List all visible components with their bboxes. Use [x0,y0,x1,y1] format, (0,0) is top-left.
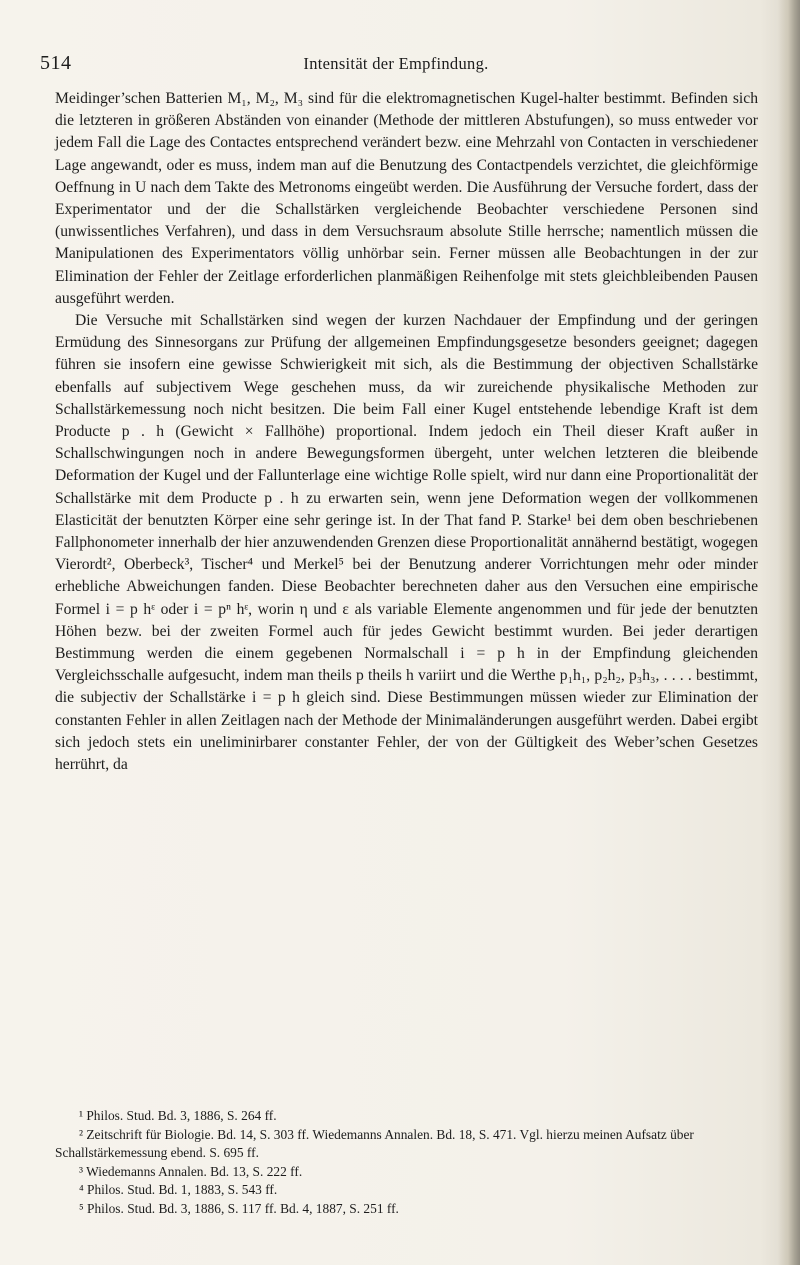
footnote-2: ² Zeitschrift für Biologie. Bd. 14, S. 303 ff. Wiedemanns Annalen. Bd. 18, S. 471. Vgl. hierzu meinen Aufsatz über Schallstärkemessung ebend. S. 695 ff. [55,1126,694,1161]
footnote-3: ³ Wiedemanns Annalen. Bd. 13, S. 222 ff. [79,1163,303,1179]
paragraph-2: Die Versuche mit Schallstärken sind wegen der kurzen Nachdauer der Empfindung und der geringen Ermüdung des Sinnesorgans zur Prüfung der allgemeinen Empfindungsgesetze besonders geeignet; dagegen führen sie insofern eine gewisse Schwierigkeit mit sich, als die Bestimmung der objectiven Schallstärke ebenfalls auf subjectivem Wege geschehen muss, da wir zureichende physikalische Methoden zur Schallstärkemessung noch nicht besitzen. Die beim Fall einer Kugel entstehende lebendige Kraft ist dem Producte p . h (Gewicht × Fallhöhe) proportional. Indem jedoch ein Theil dieser Kraft außer in Schallschwingungen noch in andere Bewegungsformen übergeht, unter welchen letzteren die bleibende Deformation der Kugel und der Fallunterlage eine wichtige Rolle spielt, wird nur dann eine Proportionalität der Schallstärke mit dem Producte p . h zu erwarten sein, wenn jene Deformation wegen der vollkommenen Elasticität der benutzten Körper eine sehr geringe ist. In der That fand P. Starke¹ bei dem oben beschriebenen Fallphonometer innerhalb der hier anzuwendenden Grenzen diese Proportionalität annähernd bestätigt, wogegen Vierordt², Oberbeck³, Tischer⁴ und Merkel⁵ bei der Benutzung anderer Vorrichtungen mehr oder minder erhebliche Abweichungen fanden. Diese Beobachter berechneten daher aus den Versuchen eine empirische Formel i = p hᵋ oder i = pⁿ hᵋ, worin η und ε als variable Elemente angenommen und für jede der benutzten Höhen bezw. bei der zweiten Formel auch für jedes Gewicht bestimmt wurden. Bei jeder derartigen Bestimmung werden die einem gegebenen Normalschall i = p h in der Empfindung gleichenden Vergleichsschalle aufgesucht, indem man theils p theils h variirt und die Werthe p₁h₁, p₂h₂, p₃h₃, . . . . bestimmt, die subjectiv der Schallstärke i = p h gleich sind. Diese Bestimmungen müssen wieder zur Elimination der constanten Fehler in allen Zeitlagen nach der Methode der Minimaländerungen ausgeführt werden. Dabei ergibt sich jedoch stets ein uneliminirbarer constanter Fehler, der von der Gültigkeit des Weber’schen Gesetzes herrührt, da [55,312,758,774]
footnote-1: ¹ Philos. Stud. Bd. 3, 1886, S. 264 ff. [79,1108,277,1123]
page-edge-shadow [778,0,800,1265]
page-number: 514 [40,52,72,74]
page-header [40,52,752,82]
paragraph-1: Meidinger’schen Batterien M₁, M₂, M₃ sind für die elektromagnetischen Kugel-halter bestimmt. Befinden sich die letzteren in größeren Abständen von einander (Methode der mittleren Abstufungen), so muss entweder vor jedem Fall die Lage des Contactes entsprechend verändert bezw. eine Mehrzahl von Contacten in verschiedener Lage angewandt, oder es muss, indem man auf die Benutzung des Contactpendels verzichtet, die gleichförmige Oeffnung in U nach dem Takte des Metronoms eingeübt werden. Die Ausführung der Versuche fordert, dass der Experimentator und der die Schallstärken vergleichende Beobachter verschiedene Personen sind (unwissentliches Verfahren), und dass in dem Versuchsraum absolute Stille herrsche; namentlich müssen die Manipulationen des Experimentators völlig unhörbar sein. Ferner müssen alle Beobachtungen in der zur Elimination der Fehler der Zeitlage erforderlichen planmäßigen Reihenfolge mit stets gleichbleibenden Pausen ausgeführt werden. [55,90,758,307]
footnotes [55,1107,758,1219]
footnote-5: ⁵ Philos. Stud. Bd. 3, 1886, S. 117 ff. Bd. 4, 1887, S. 251 ff. [79,1200,399,1216]
body-text [55,88,758,776]
running-head: Intensität der Empfindung. [303,54,489,73]
footnote-4: ⁴ Philos. Stud. Bd. 1, 1883, S. 543 ff. [79,1182,278,1198]
